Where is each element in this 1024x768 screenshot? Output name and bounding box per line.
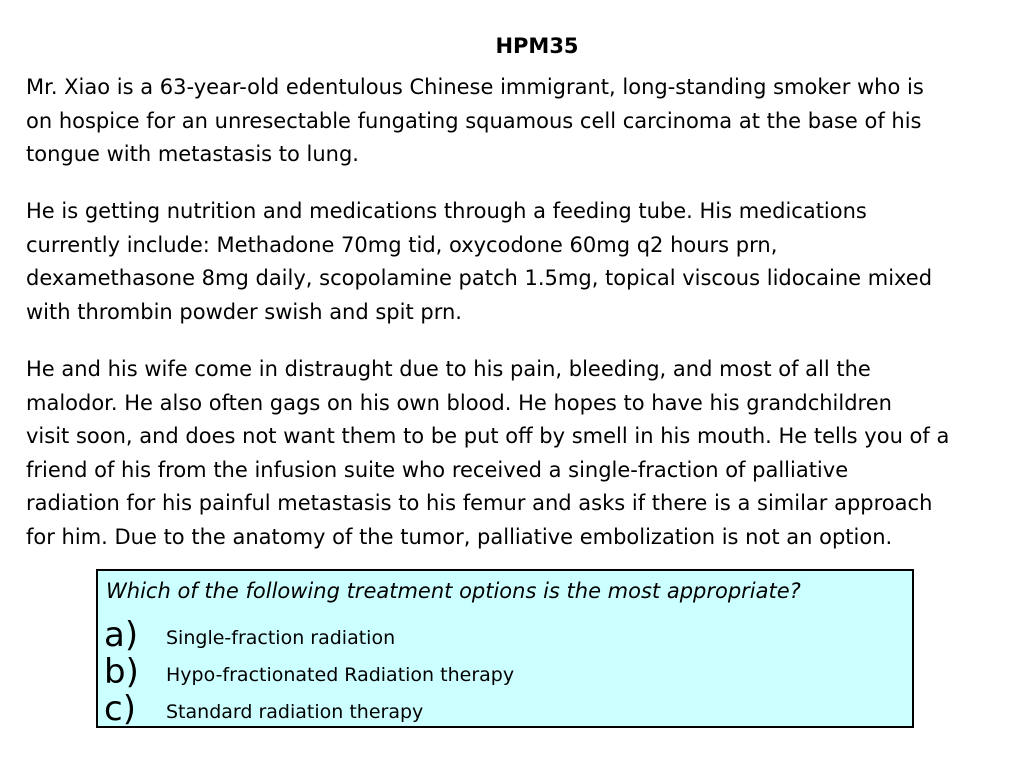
option-letter: a) (104, 615, 139, 655)
answer-option-a[interactable] (104, 615, 904, 656)
option-letter: b) (104, 652, 139, 692)
question-box (96, 569, 914, 728)
paragraph-line: tongue with metastasis to lung. (26, 142, 359, 166)
case-paragraph-3 (26, 353, 1016, 554)
paragraph-line: dexamethasone 8mg daily, scopolamine patch 1.5mg, topical viscous lidocaine mixed (26, 266, 933, 290)
paragraph-line: friend of his from the infusion suite who received a single-fraction of palliative (26, 457, 849, 482)
slide-title: HPM35 (495, 34, 579, 58)
option-text: Standard radiation therapy (166, 701, 424, 723)
case-paragraph-2 (26, 195, 1016, 329)
question-prompt: Which of the following treatment options is the most appropriate? (106, 579, 801, 603)
paragraph-line: on hospice for an unresectable fungating squamous cell carcinoma at the base of his (26, 108, 922, 133)
option-text: Single-fraction radiation (166, 627, 396, 649)
paragraph-line: for him. Due to the anatomy of the tumor, palliative embolization is not an option. (26, 524, 893, 549)
paragraph-line: He is getting nutrition and medications through a feeding tube. His medications (26, 199, 867, 223)
answer-option-c[interactable] (104, 689, 904, 730)
option-letter: c) (104, 689, 136, 729)
paragraph-line: Mr. Xiao is a 63-year-old edentulous Chinese immigrant, long-standing smoker who is (26, 75, 924, 99)
paragraph-line: currently include: Methadone 70mg tid, oxycodone 60mg q2 hours prn, (26, 232, 778, 257)
option-text: Hypo-fractionated Radiation therapy (166, 664, 515, 686)
case-paragraph-1 (26, 71, 1016, 172)
paragraph-line: He and his wife come in distraught due to his pain, bleeding, and most of all the (26, 357, 871, 381)
paragraph-line: with thrombin powder swish and spit prn. (26, 299, 462, 324)
paragraph-line: visit soon, and does not want them to be put off by smell in his mouth. He tells you of a (26, 424, 950, 448)
paragraph-line: radiation for his painful metastasis to his femur and asks if there is a similar approach (26, 491, 933, 515)
paragraph-line: malodor. He also often gags on his own blood. He hopes to have his grandchildren (26, 390, 892, 415)
answer-option-b[interactable] (104, 652, 904, 693)
